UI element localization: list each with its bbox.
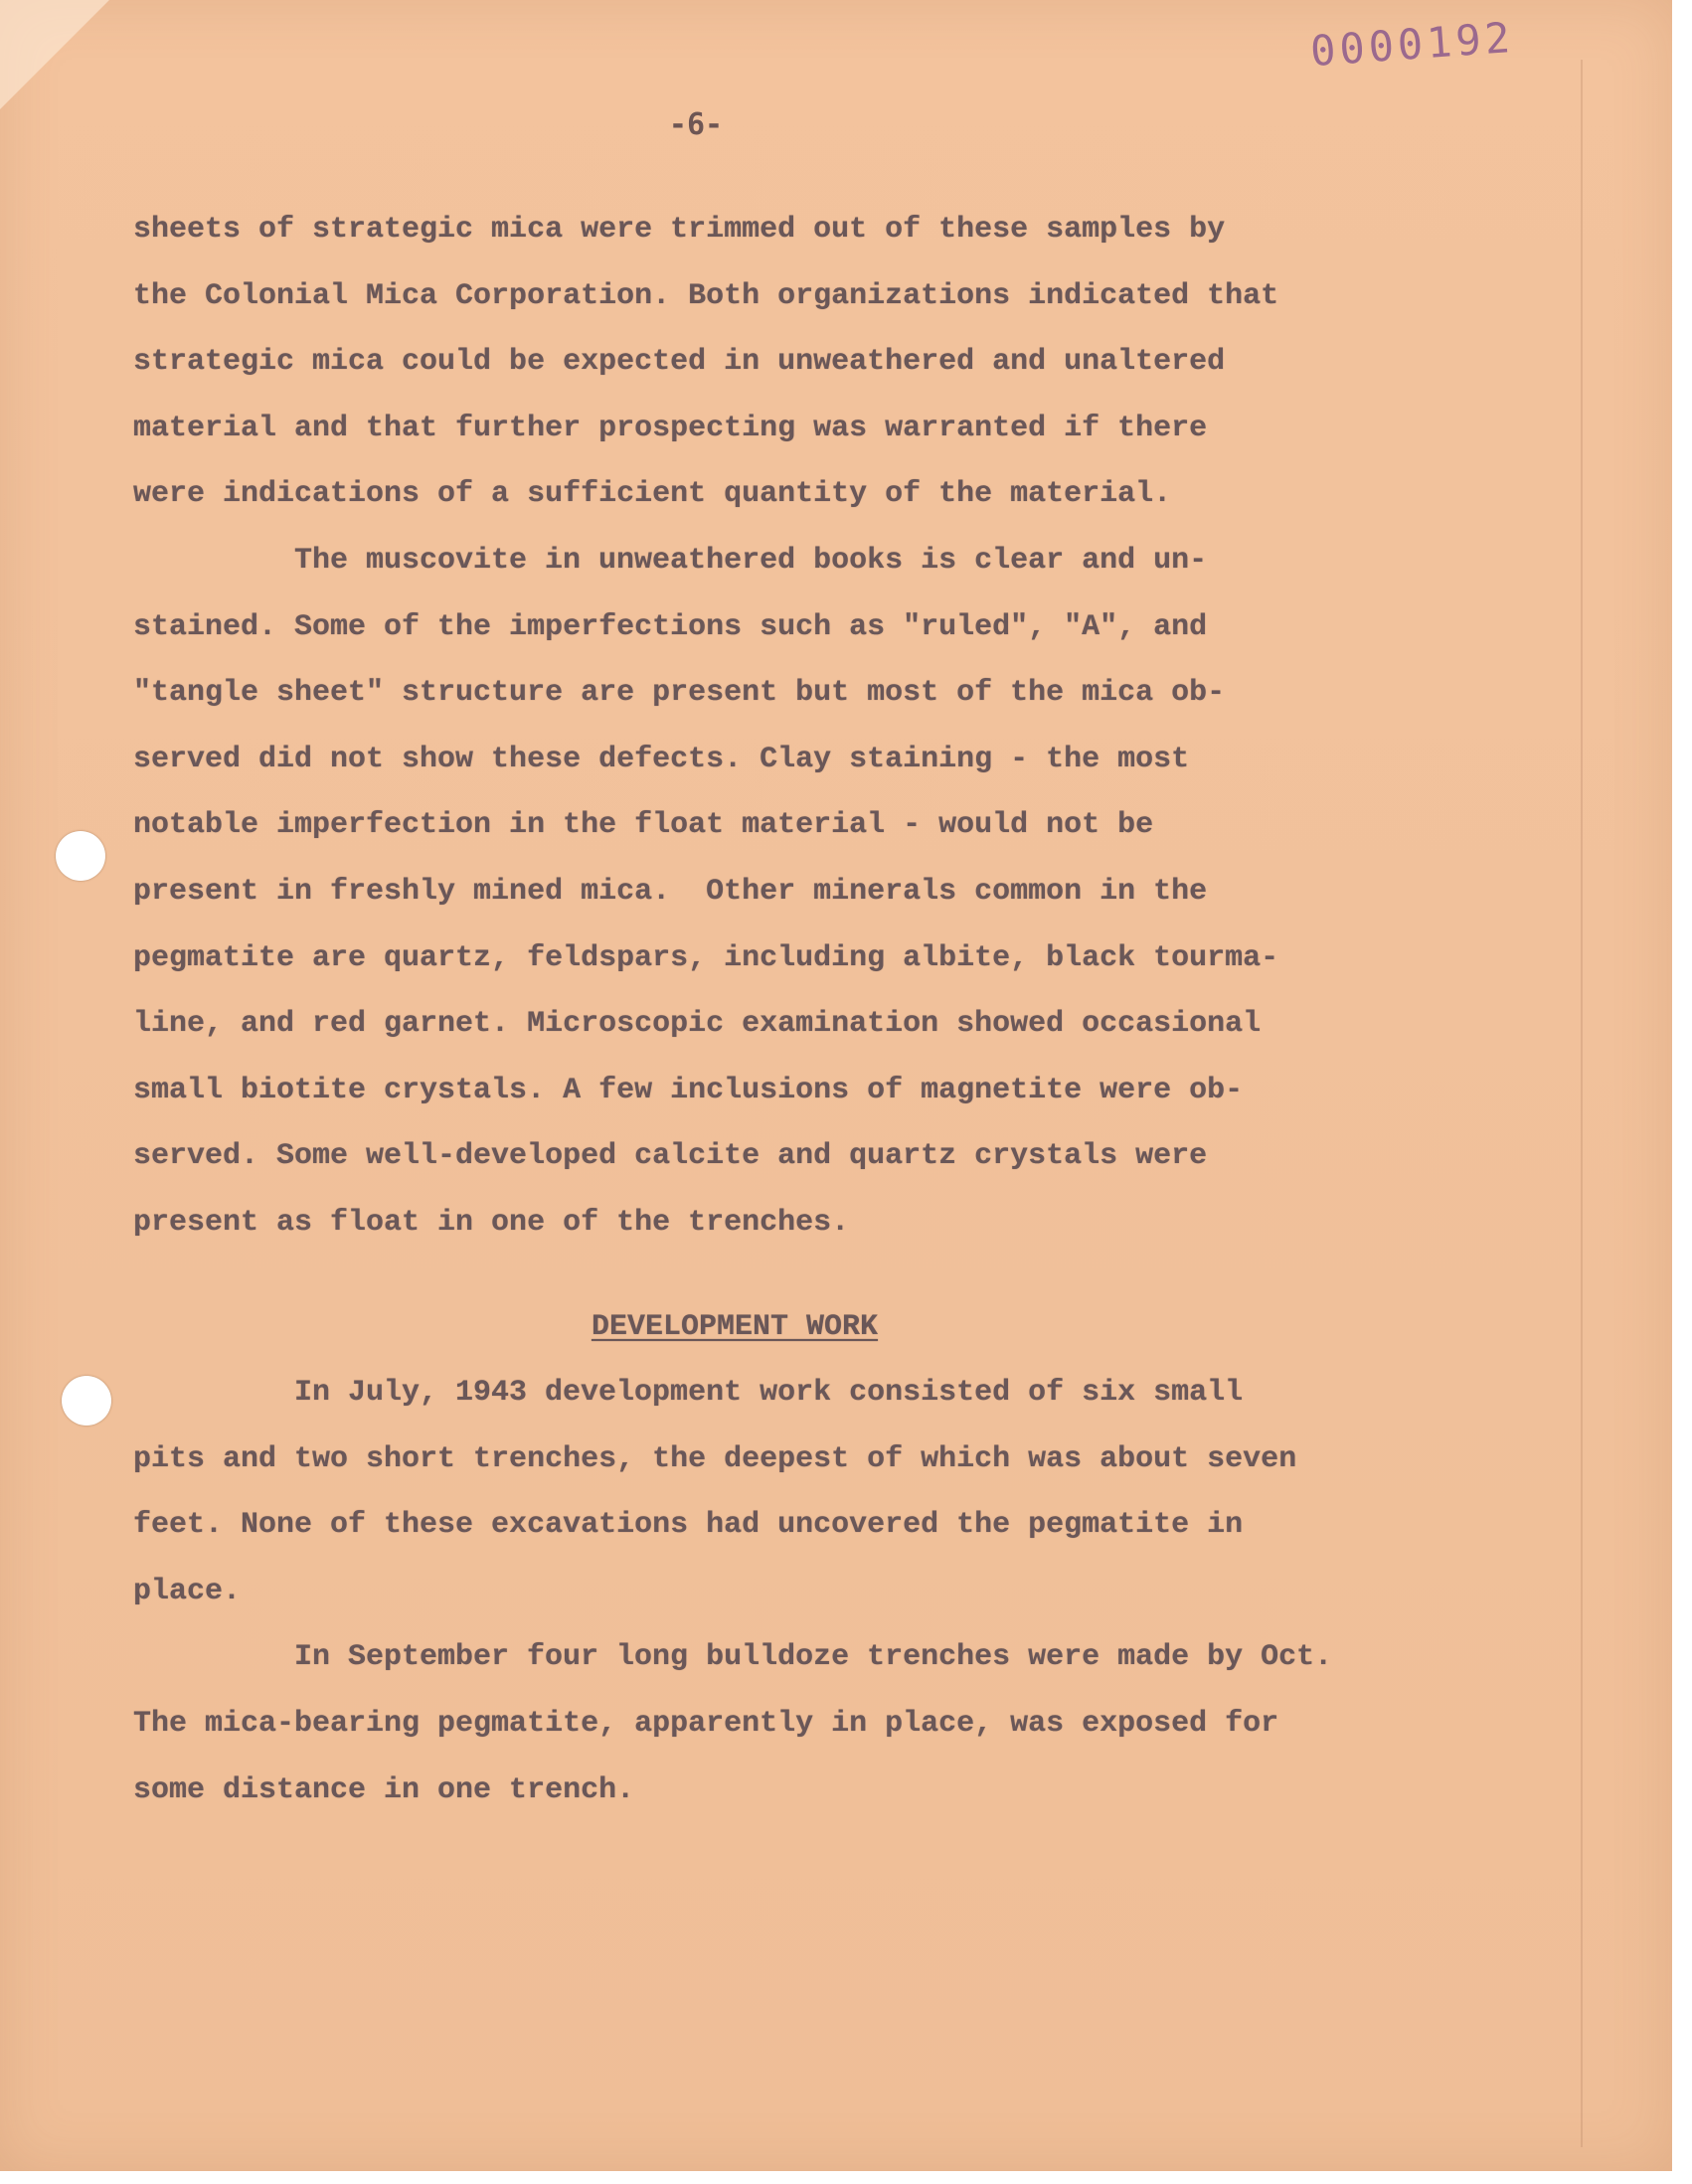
section-heading	[133, 1294, 1465, 1361]
document-body	[133, 197, 1465, 1823]
text-line: The muscovite in unweathered books is clear and un-	[294, 543, 1208, 578]
text-line: In September four long bulldoze trenches were made by Oct.	[294, 1640, 1333, 1675]
page-number: -6-	[668, 107, 724, 142]
text-line: present as float in one of the trenches.	[133, 1205, 850, 1240]
text-line: served did not show these defects. Clay staining - the most	[133, 742, 1190, 776]
section-heading-text: DEVELOPMENT WORK	[591, 1309, 879, 1344]
text-line: pegmatite are quartz, feldspars, including albite, black tourma-	[133, 940, 1279, 975]
paragraph-4	[133, 1624, 1465, 1823]
text-line: the Colonial Mica Corporation. Both organizations indicated that	[133, 278, 1279, 313]
text-line: line, and red garnet. Microscopic examination showed occasional	[133, 1007, 1262, 1042]
punch-hole-top	[56, 831, 105, 881]
paragraph-1	[133, 197, 1465, 528]
text-line: place.	[133, 1574, 242, 1608]
paragraph-2	[133, 528, 1465, 1257]
text-line: present in freshly mined mica. Other minerals common in the	[133, 874, 1208, 909]
text-line: notable imperfection in the float material - would not be	[133, 808, 1154, 843]
folded-corner	[0, 0, 109, 109]
punch-hole-bottom	[62, 1376, 111, 1426]
text-line: sheets of strategic mica were trimmed out of these samples by	[133, 213, 1226, 247]
text-line: strategic mica could be expected in unweathered and unaltered	[133, 345, 1226, 380]
paragraph-3	[133, 1360, 1465, 1624]
text-line: small biotite crystals. A few inclusions of magnetite were ob-	[133, 1073, 1244, 1107]
text-line: stained. Some of the imperfections such as "ruled", "A", and	[133, 609, 1208, 644]
text-line: pits and two short trenches, the deepest of which was about seven	[133, 1441, 1297, 1476]
text-line: feet. None of these excavations had uncovered the pegmatite in	[133, 1508, 1244, 1543]
document-stamp-number: 0000192	[1308, 12, 1516, 77]
text-line: The mica-bearing pegmatite, apparently in place, was exposed for	[133, 1707, 1279, 1742]
text-line: were indications of a sufficient quantity of the material.	[133, 477, 1172, 512]
text-line: "tangle sheet" structure are present but most of the mica ob-	[133, 676, 1226, 711]
section-gap	[133, 1257, 1465, 1294]
text-line: served. Some well-developed calcite and quartz crystals were	[133, 1139, 1208, 1174]
text-line: In July, 1943 development work consisted of six small	[294, 1376, 1244, 1411]
text-line: material and that further prospecting was warranted if there	[133, 411, 1208, 445]
text-line: some distance in one trench.	[133, 1772, 635, 1807]
